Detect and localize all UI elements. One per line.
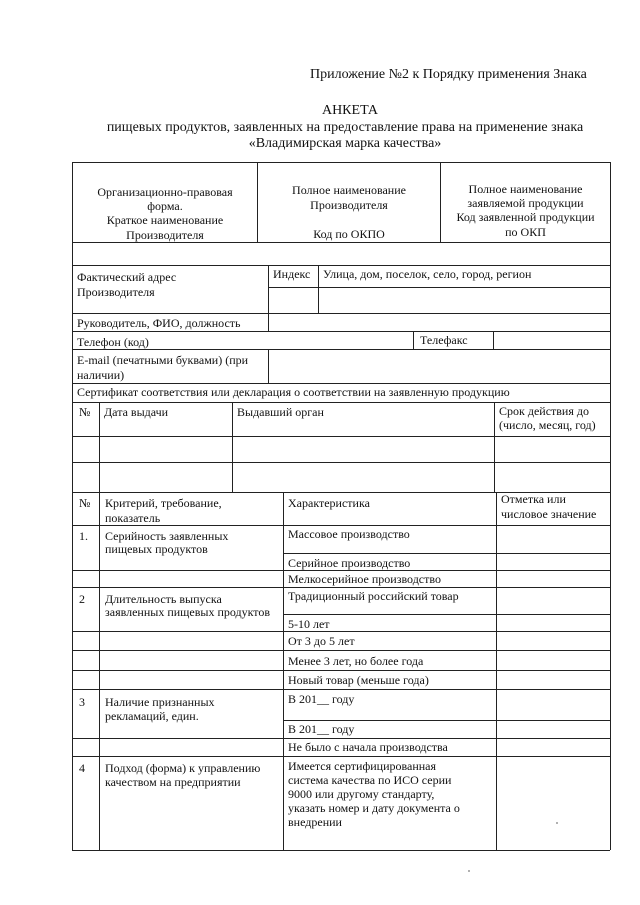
criterion-no: 1. (79, 529, 88, 543)
scan-speck (556, 822, 558, 824)
header-full-name-line1: Полное наименование (292, 183, 406, 197)
header-okpo-code: Код по ОКПО (313, 227, 385, 241)
criterion-label-line1: Подход (форма) к управлению (105, 761, 261, 775)
option-text: От 3 до 5 лет (288, 634, 355, 648)
criteria-col-criterion-line2: показатель (105, 511, 161, 525)
criterion-no: 3 (79, 695, 85, 709)
fax-label: Телефакс (420, 333, 468, 347)
criterion-label-line2: заявленных пищевых продуктов (105, 605, 271, 619)
certificate-col-valid-line2: (число, месяц, год) (499, 418, 596, 432)
form-subtitle-line1: пищевых продуктов, заявленных на предоставление права на применение знака (106, 120, 584, 135)
scan-speck (468, 870, 470, 872)
head-label: Руководитель, ФИО, должность (77, 316, 241, 330)
option-text: указать номер и дату документа о (288, 801, 460, 815)
certificate-heading: Сертификат соответствия или декларация о соответствии на заявленную продукцию (77, 385, 510, 399)
header-legal-form-line4: Производителя (126, 228, 204, 242)
form-subtitle-line2: «Владимирская марка качества» (248, 136, 442, 151)
form-title: АНКЕТА (321, 103, 379, 118)
option-text: Массовое производство (288, 527, 410, 541)
option-text: В 201__ году (288, 692, 355, 706)
criterion-label-line2: рекламаций, един. (105, 709, 199, 723)
address-label-line1: Фактический адрес (77, 270, 177, 284)
header-product-line4: по ОКП (505, 225, 546, 239)
address-street-label: Улица, дом, поселок, село, город, регион (323, 267, 532, 281)
appendix-note: Приложение №2 к Порядку применения Знака (310, 67, 587, 82)
email-label-line1: E-mail (печатными буквами) (при (77, 353, 249, 367)
option-text: система качества по ИСО серии (288, 773, 452, 787)
address-index-label: Индекс (273, 267, 311, 281)
option-text: Мелкосерийное производство (288, 572, 441, 586)
criteria-col-characteristic: Характеристика (288, 496, 370, 510)
header-product-line3: Код заявленной продукции (456, 210, 595, 224)
criteria-col-criterion-line1: Критерий, требование, (105, 496, 222, 510)
header-legal-form-line2: форма. (147, 199, 183, 213)
criterion-no: 4 (79, 761, 85, 775)
header-product-line2: заявляемой продукции (467, 196, 584, 210)
certificate-col-date: Дата выдачи (104, 405, 169, 419)
option-text: Имеется сертифицированная (288, 759, 437, 773)
option-text: Серийное производство (288, 556, 411, 570)
criterion-label-line1: Длительность выпуска (105, 592, 222, 606)
option-text: 5-10 лет (288, 617, 330, 631)
header-full-name-line2: Производителя (310, 198, 388, 212)
criterion-label-line1: Наличие признанных (105, 695, 215, 709)
email-label-line2: наличии) (77, 368, 125, 382)
certificate-col-no: № (79, 405, 91, 419)
header-legal-form-line1: Организационно-правовая (97, 185, 233, 199)
criteria-col-mark-line2: числовое значение (501, 507, 597, 521)
header-product-line1: Полное наименование (468, 182, 583, 196)
criterion-label-line2: пищевых продуктов (105, 542, 208, 556)
option-text: Традиционный российский товар (288, 589, 459, 603)
option-text: В 201__ году (288, 722, 355, 736)
certificate-col-issuer: Выдавший орган (237, 405, 324, 419)
option-text: 9000 или другому стандарту, (288, 787, 435, 801)
option-text: Менее 3 лет, но более года (288, 654, 424, 668)
option-text: Не было с начала производства (288, 740, 448, 754)
option-text: внедрении (288, 815, 342, 829)
criteria-col-no: № (79, 496, 91, 510)
header-legal-form-line3: Краткое наименование (106, 213, 224, 227)
certificate-col-valid-line1: Срок действия до (499, 404, 589, 418)
criterion-no: 2 (79, 592, 85, 606)
criteria-col-mark-line1: Отметка или (501, 492, 566, 506)
option-text: Новый товар (меньше года) (288, 673, 429, 687)
criterion-label-line2: качеством на предприятии (105, 775, 241, 789)
phone-label: Телефон (код) (77, 335, 149, 349)
address-label-line2: Производителя (77, 285, 155, 299)
criterion-label-line1: Серийность заявленных (105, 529, 229, 543)
